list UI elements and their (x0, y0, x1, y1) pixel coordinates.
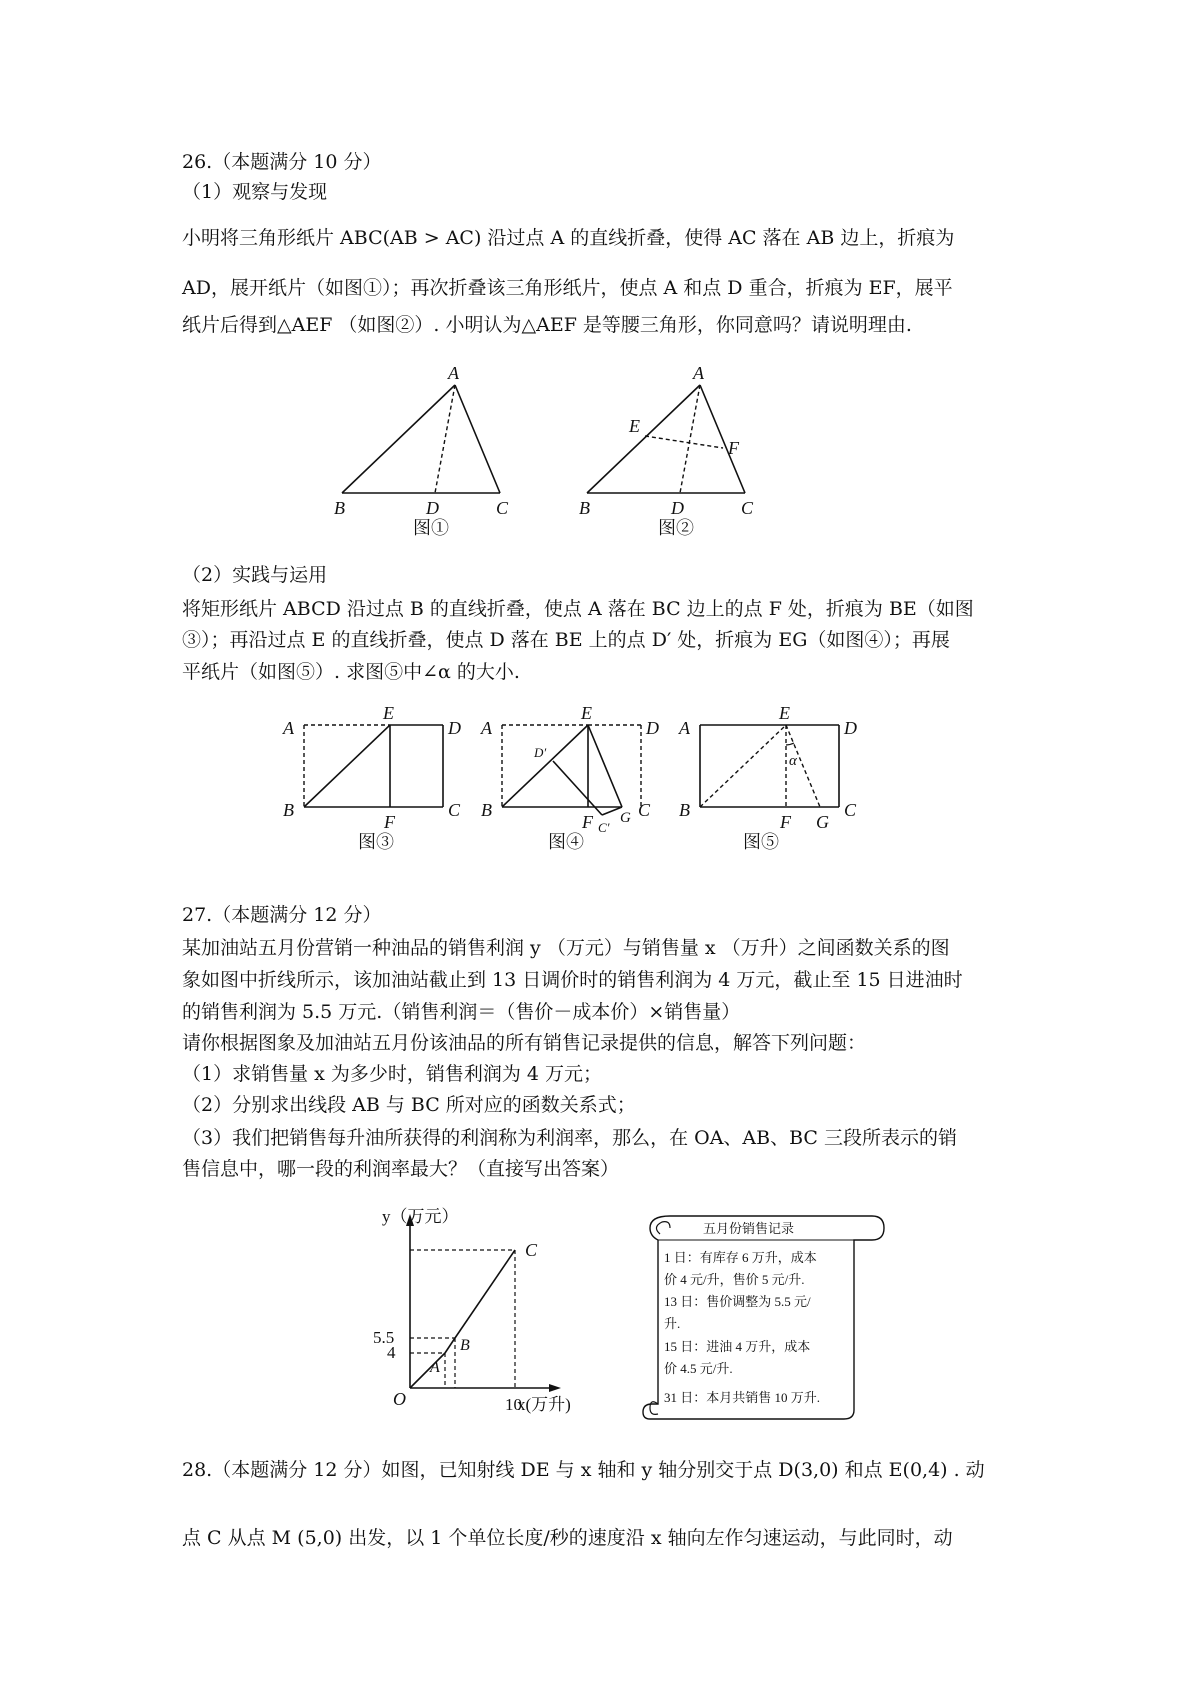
fig4-label-f: F (582, 812, 593, 832)
graph-label-b: B (460, 1337, 470, 1354)
fig3-label-c: C (448, 800, 461, 820)
scroll-line-6: 价 4.5 元/升. (664, 1361, 733, 1376)
fig5-crease-be (700, 725, 786, 807)
fig1-label-b: B (334, 498, 345, 518)
q26-part1-line2: AD，展开纸片（如图①）；再次折叠该三角形纸片，使点 A 和点 D 重合，折痕为 EF，展平 (182, 277, 953, 299)
fig5-label-a: A (679, 718, 690, 738)
q26-part2-title: （2）实践与运用 (182, 564, 328, 586)
fig4-segment-cprime-g (602, 807, 622, 815)
fig5-angle-arc (786, 743, 794, 745)
q27-line2: 象如图中折线所示，该加油站截止到 13 日调价时的销售利润为 4 万元，截止至 15 日进油时 (182, 969, 963, 991)
fig1-label-a: A (448, 363, 459, 383)
q26-part2-line1: 将矩形纸片 ABCD 沿过点 B 的直线折叠，使点 A 落在 BC 边上的点 F 处，折痕为 BE（如图 (182, 598, 974, 620)
q26-part1-line1: 小明将三角形纸片 ABC(AB > AC) 沿过点 A 的直线折叠，使得 AC 落在 AB 边上，折痕为 (182, 227, 955, 249)
q26-header: 26.（本题满分 10 分） (182, 151, 382, 173)
fig4-label-b: B (481, 800, 492, 820)
fig5-label-alpha: α (789, 753, 797, 769)
fig5-label-f: F (780, 812, 791, 832)
q27-line8: 售信息中，哪一段的利润率最大？（直接写出答案） (182, 1158, 620, 1180)
fig3-label-e: E (383, 703, 394, 723)
fig5-caption: 图⑤ (743, 832, 779, 852)
graph-y-tick-5-5: 5.5 (373, 1328, 395, 1347)
q27-line4: 请你根据图象及加油站五月份该油品的所有销售记录提供的信息，解答下列问题： (182, 1032, 867, 1054)
fig3-label-b: B (283, 800, 294, 820)
graph-y-tick-4: 4 (387, 1343, 396, 1362)
fig3-label-d: D (448, 718, 461, 738)
q27-line6: （2）分别求出线段 AB 与 BC 所对应的函数关系式； (182, 1094, 636, 1116)
fig1-side-ac (455, 385, 500, 493)
fig4-label-dprime: D′ (534, 745, 547, 760)
sales-record-scroll (640, 1212, 885, 1424)
q26-part1-line3: 纸片后得到△AEF （如图②）. 小明认为△AEF 是等腰三角形，你同意吗？请说明理由. (182, 314, 912, 336)
fig2-crease-ef (645, 436, 723, 448)
fig4-label-e: E (581, 703, 592, 723)
fig5-label-g: G (816, 812, 829, 832)
fig1-label-c: C (496, 498, 509, 518)
fig2-label-f: F (728, 438, 739, 458)
graph-x-arrow (549, 1384, 561, 1392)
q27-line5: （1）求销售量 x 为多少时，销售利润为 4 万元； (182, 1063, 603, 1085)
scroll-line-5: 15 日：进油 4 万升，成本 (664, 1339, 811, 1354)
graph-x-axis-label: x(万升) (517, 1395, 571, 1414)
fig1-label-d: D (426, 498, 439, 518)
fig4-crease-be (502, 725, 588, 807)
graph-y-axis-label: y（万元） (382, 1207, 459, 1226)
fig4-label-a: A (481, 718, 492, 738)
q28-line1: 28.（本题满分 12 分）如图，已知射线 DE 与 x 轴和 y 轴分别交于点 D(3,0) 和点 E(0,4) . 动 (182, 1459, 985, 1481)
fig3-crease-be (304, 725, 390, 807)
fig5-label-d: D (844, 718, 857, 738)
graph-origin-label: O (393, 1389, 406, 1409)
fig4-crease-eg (588, 725, 622, 807)
fig3-label-a: A (283, 718, 294, 738)
scroll-line-3: 13 日：售价调整为 5.5 元/ (664, 1294, 811, 1309)
scroll-line-7: 31 日：本月共销售 10 万升. (664, 1390, 821, 1405)
graph-x-tick-10: 10 (505, 1395, 522, 1414)
fig5-label-b: B (679, 800, 690, 820)
scroll-curl-top (656, 1222, 670, 1234)
figure-2 (565, 360, 765, 540)
fig2-label-d: D (671, 498, 684, 518)
fig4-label-d: D (646, 718, 659, 738)
q26-part2-line2: ③）；再沿过点 E 的直线折叠，使点 D 落在 BE 上的点 D′ 处，折痕为 EG（如图④）；再展 (182, 629, 950, 651)
graph-label-a: A (430, 1359, 440, 1376)
fig4-label-c: C (638, 800, 651, 820)
q26-part2-line3: 平纸片（如图⑤）. 求图⑤中∠α 的大小. (182, 661, 520, 683)
q26-part1-title: （1）观察与发现 (182, 181, 328, 203)
scroll-line-4: 升. (664, 1316, 681, 1331)
scroll-title: 五月份销售记录 (703, 1221, 795, 1236)
fig4-label-g: G (620, 810, 631, 826)
figure-5 (676, 700, 866, 865)
fig4-label-cprime: C′ (598, 820, 610, 835)
fig2-caption: 图② (658, 518, 694, 538)
scroll-line-2: 价 4 元/升，售价 5 元/升. (664, 1272, 805, 1287)
q28-line2: 点 C 从点 M (5,0) 出发，以 1 个单位长度/秒的速度沿 x 轴向左作匀速运动，与此同时，动 (182, 1527, 953, 1549)
fig2-label-b: B (579, 498, 590, 518)
q27-line7: （3）我们把销售每升油所获得的利润称为利润率，那么，在 OA、AB、BC 三段所表示的销 (182, 1127, 958, 1149)
graph-segment-ab (445, 1338, 455, 1353)
scroll-line-1: 1 日：有库存 6 万升，成本 (664, 1250, 817, 1265)
q27-graph (375, 1200, 645, 1415)
fig5-label-e: E (779, 703, 790, 723)
figure-3 (280, 700, 470, 865)
fig2-label-c: C (741, 498, 754, 518)
fig2-label-e: E (629, 416, 640, 436)
fig3-caption: 图③ (358, 832, 394, 852)
figure-4 (478, 700, 668, 865)
figure-1 (320, 360, 520, 540)
fig3-label-f: F (384, 812, 395, 832)
q27-line3: 的销售利润为 5.5 万元.（销售利润＝（售价－成本价）×销售量） (182, 1001, 741, 1023)
fig5-label-c: C (844, 800, 857, 820)
graph-label-c: C (525, 1240, 538, 1260)
q27-header: 27.（本题满分 12 分） (182, 904, 382, 926)
fig4-caption: 图④ (548, 832, 584, 852)
graph-segment-bc (455, 1250, 515, 1338)
fig1-caption: 图① (413, 518, 449, 538)
fig2-label-a: A (693, 363, 704, 383)
q27-line1: 某加油站五月份营销一种油品的销售利润 y （万元）与销售量 x （万升）之间函数关系的图 (182, 937, 950, 959)
